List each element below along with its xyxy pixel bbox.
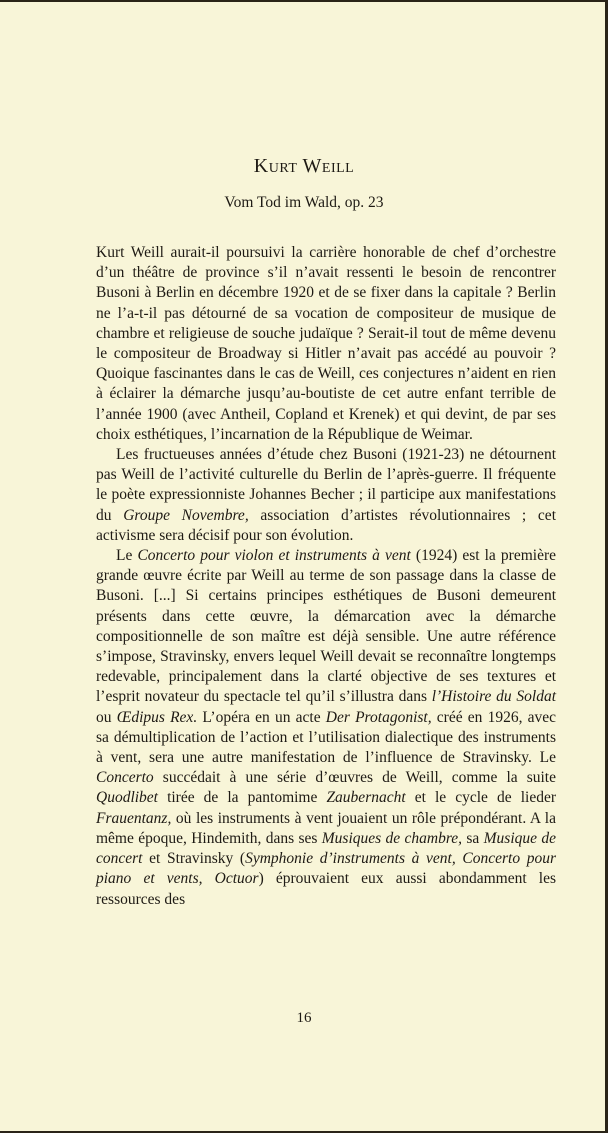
text-run: Le — [116, 547, 138, 565]
work-subtitle: Vom Tod im Wald, op. 23 — [224, 194, 384, 211]
italic-title: Der Protagonist, — [325, 708, 432, 726]
text-run: et le cycle de lieder — [405, 789, 556, 807]
italic-title: Symphonie d’instruments à vent, Concerto pour piano et vents, Octuor — [96, 850, 557, 888]
text-run: succédait à une série d’œuvres de Weill, comme la suite — [153, 769, 556, 787]
italic-title: Concerto — [96, 769, 154, 787]
text-run: Kurt Weill aurait-il poursuivi la carrière honorable de chef d’orchestre d’un théâtre de province s’il n’avait ressenti le besoin de rencontrer Busoni à Berlin en décembre 1920 et de se fixer dans la capitale ? Berlin ne l’a-t-il pas détourné de sa vocation de compositeur de musique de chambre et religieuse de souche judaïque ? Serait-il tout de même devenu le compositeur de Broadway si Hitler n’avait pas accédé au pouvoir ? Quoique fascinantes dans le cas de Weill, ces conjectures n’aident en rien à éclairer la démarche jusqu’au-boutiste de cet autre enfant terrible de l’année 1900 (avec Antheil, Copland et Krenek) et qui devint, de par ses choix esthétiques, l’incarnation de la République de Weimar. — [96, 244, 556, 443]
paragraph — [96, 243, 556, 445]
italic-title: Groupe Novembre, — [123, 506, 249, 524]
text-run: et Stravinsky ( — [142, 850, 246, 868]
chapter-title: Kurt Weill — [253, 155, 355, 177]
italic-title: Concerto pour violon et instruments à vent — [137, 547, 411, 565]
italic-title: Musiques de chambre, — [321, 829, 463, 847]
text-run: (1924) est la première grande œuvre écrite par Weill au terme de son passage dans la classe de Busoni. [...] Si certains principes esthétiques de Busoni demeurent présents dans cette œuvre, la démarcation avec la démarche compositionnelle de son maître est déjà sensible. Une autre référence s’impose, Stravinsky, envers lequel Weill devait se reconnaître longtemps redevable, principalement dans la clarté objective de ses textures et l’esprit novateur du spectacle tel qu’il s’illustra dans — [96, 547, 556, 706]
text-run: association d’artistes révolutionnaires ; cet activisme sera décisif pour son évolution. — [96, 506, 556, 544]
italic-title: l’Histoire du Soldat — [431, 688, 556, 706]
italic-title: Zaubernacht — [326, 789, 406, 807]
text-run: sa — [462, 829, 484, 847]
text-run: créé en 1926, avec sa démultiplication de l’action et l’utilisation dialectique des instruments à vent, sera une autre manifestation de l’influence de Stravinsky. Le — [96, 708, 557, 767]
italic-title: Frauentanz, — [96, 809, 172, 827]
paragraph — [96, 546, 556, 910]
text-run: Les fructueuses années d’étude chez Busoni (1921-23) ne détournent pas Weill de l’activité culturelle du Berlin de l’après-guerre. Il fréquente le poète expressionniste Johannes Becher ; il participe aux manifestations du — [96, 446, 556, 524]
italic-title: Quodlibet — [96, 789, 158, 807]
text-run: ou — [96, 708, 117, 726]
chapter-header — [0, 155, 608, 212]
text-run: ) éprouvaient eux aussi abondamment les ressources des — [96, 870, 556, 908]
page-number: 16 — [296, 1010, 312, 1026]
body-text — [96, 243, 556, 910]
text-run: où les instruments à vent jouaient un rôle prépondérant. A la même époque, Hindemith, dans ses — [96, 809, 556, 847]
top-edge — [0, 0, 608, 2]
italic-title: Musique de concert — [96, 829, 556, 868]
text-run: tirée de la pantomime — [158, 789, 327, 807]
paragraph — [96, 445, 556, 546]
text-run: L’opéra en un acte — [197, 708, 326, 726]
italic-title: Œdipus Rex. — [116, 708, 198, 726]
